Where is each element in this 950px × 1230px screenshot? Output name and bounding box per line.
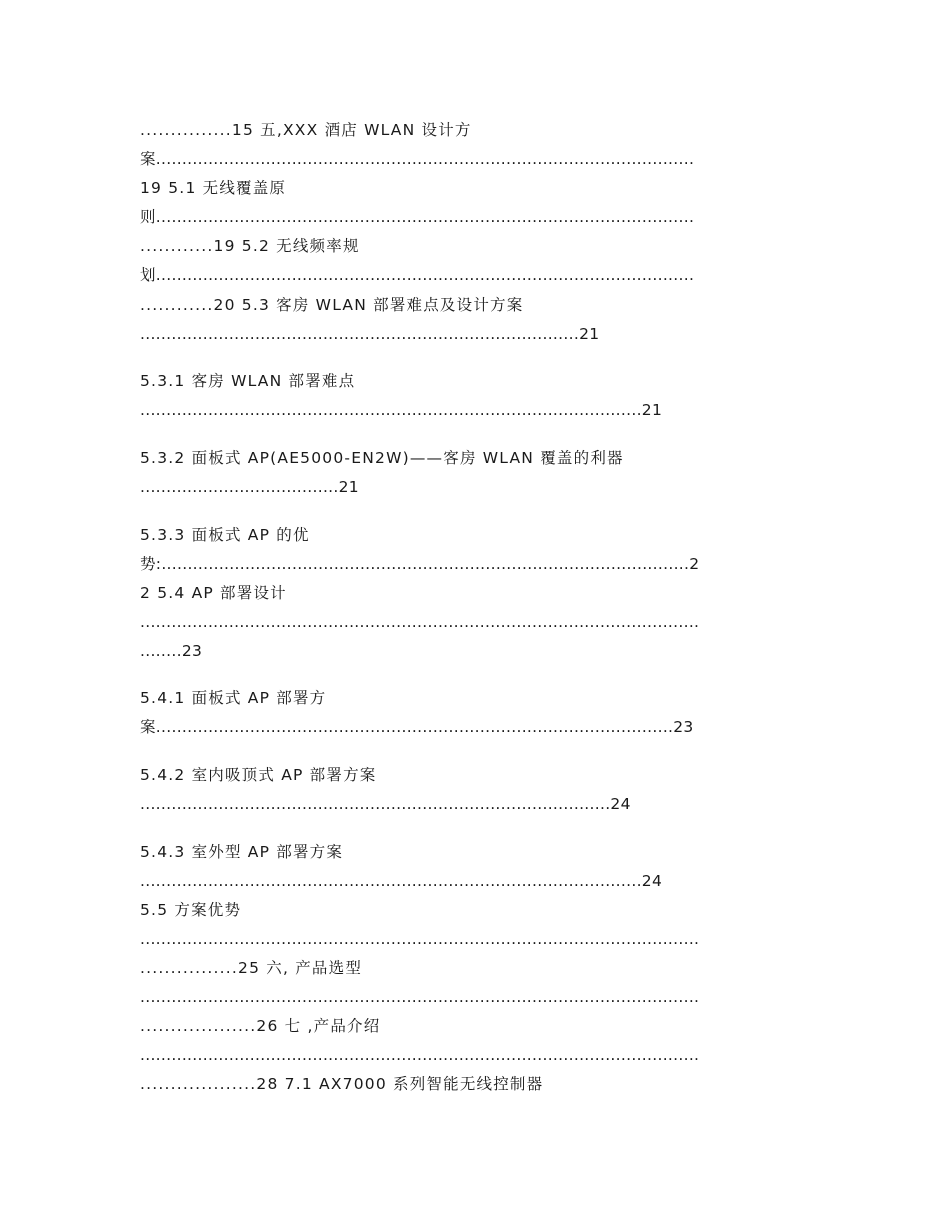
toc-line-26: ................25 六, 产品选型: [140, 959, 363, 977]
toc-line-3: 19 5.1 无线覆盖原: [140, 179, 287, 197]
toc-line-27: ...........................................................................................................: [140, 988, 700, 1006]
toc-line-9: 5.3.1 客房 WLAN 部署难点: [140, 372, 356, 390]
toc-line-28: ...................26 七 ,产品介绍: [140, 1017, 381, 1035]
toc-line-15: 2 5.4 AP 部署设计: [140, 584, 287, 602]
toc-line-29: ...........................................................................................................: [140, 1046, 700, 1064]
toc-line-22: 5.4.3 室外型 AP 部署方案: [140, 843, 344, 861]
toc-line-11: 5.3.2 面板式 AP(AE5000-EN2W)——客房 WLAN 覆盖的利器: [140, 449, 624, 467]
toc-line-21: ..........................................................................................24: [140, 795, 631, 813]
toc-line-23: ................................................................................................24: [140, 872, 663, 890]
toc-line-19: 案...................................................................................................23: [140, 718, 694, 736]
toc-line-1: ...............15 五,XXX 酒店 WLAN 设计方: [140, 121, 472, 139]
toc-line-4: 则.......................................................................................................: [140, 208, 695, 226]
toc-line-6: 划.......................................................................................................: [140, 266, 695, 284]
toc-line-5: ............19 5.2 无线频率规: [140, 237, 360, 255]
toc-line-14: 势:.....................................................................................................2: [140, 555, 700, 573]
toc-line-18: 5.4.1 面板式 AP 部署方: [140, 689, 327, 707]
toc-line-17: ........23: [140, 642, 203, 660]
toc-line-20: 5.4.2 室内吸顶式 AP 部署方案: [140, 766, 377, 784]
toc-line-16: ...........................................................................................................: [140, 613, 700, 631]
toc-line-7: ............20 5.3 客房 WLAN 部署难点及设计方案: [140, 296, 524, 314]
toc-line-8: ....................................................................................21: [140, 325, 600, 343]
toc-line-24: 5.5 方案优势: [140, 901, 242, 919]
toc-line-12: ......................................21: [140, 478, 359, 496]
toc-line-10: ................................................................................................21: [140, 401, 663, 419]
toc-line-13: 5.3.3 面板式 AP 的优: [140, 526, 310, 544]
toc-line-30: ...................28 7.1 AX7000 系列智能无线控制器: [140, 1075, 544, 1093]
toc-line-2: 案.......................................................................................................: [140, 150, 695, 168]
toc-line-25: ...........................................................................................................: [140, 930, 700, 948]
